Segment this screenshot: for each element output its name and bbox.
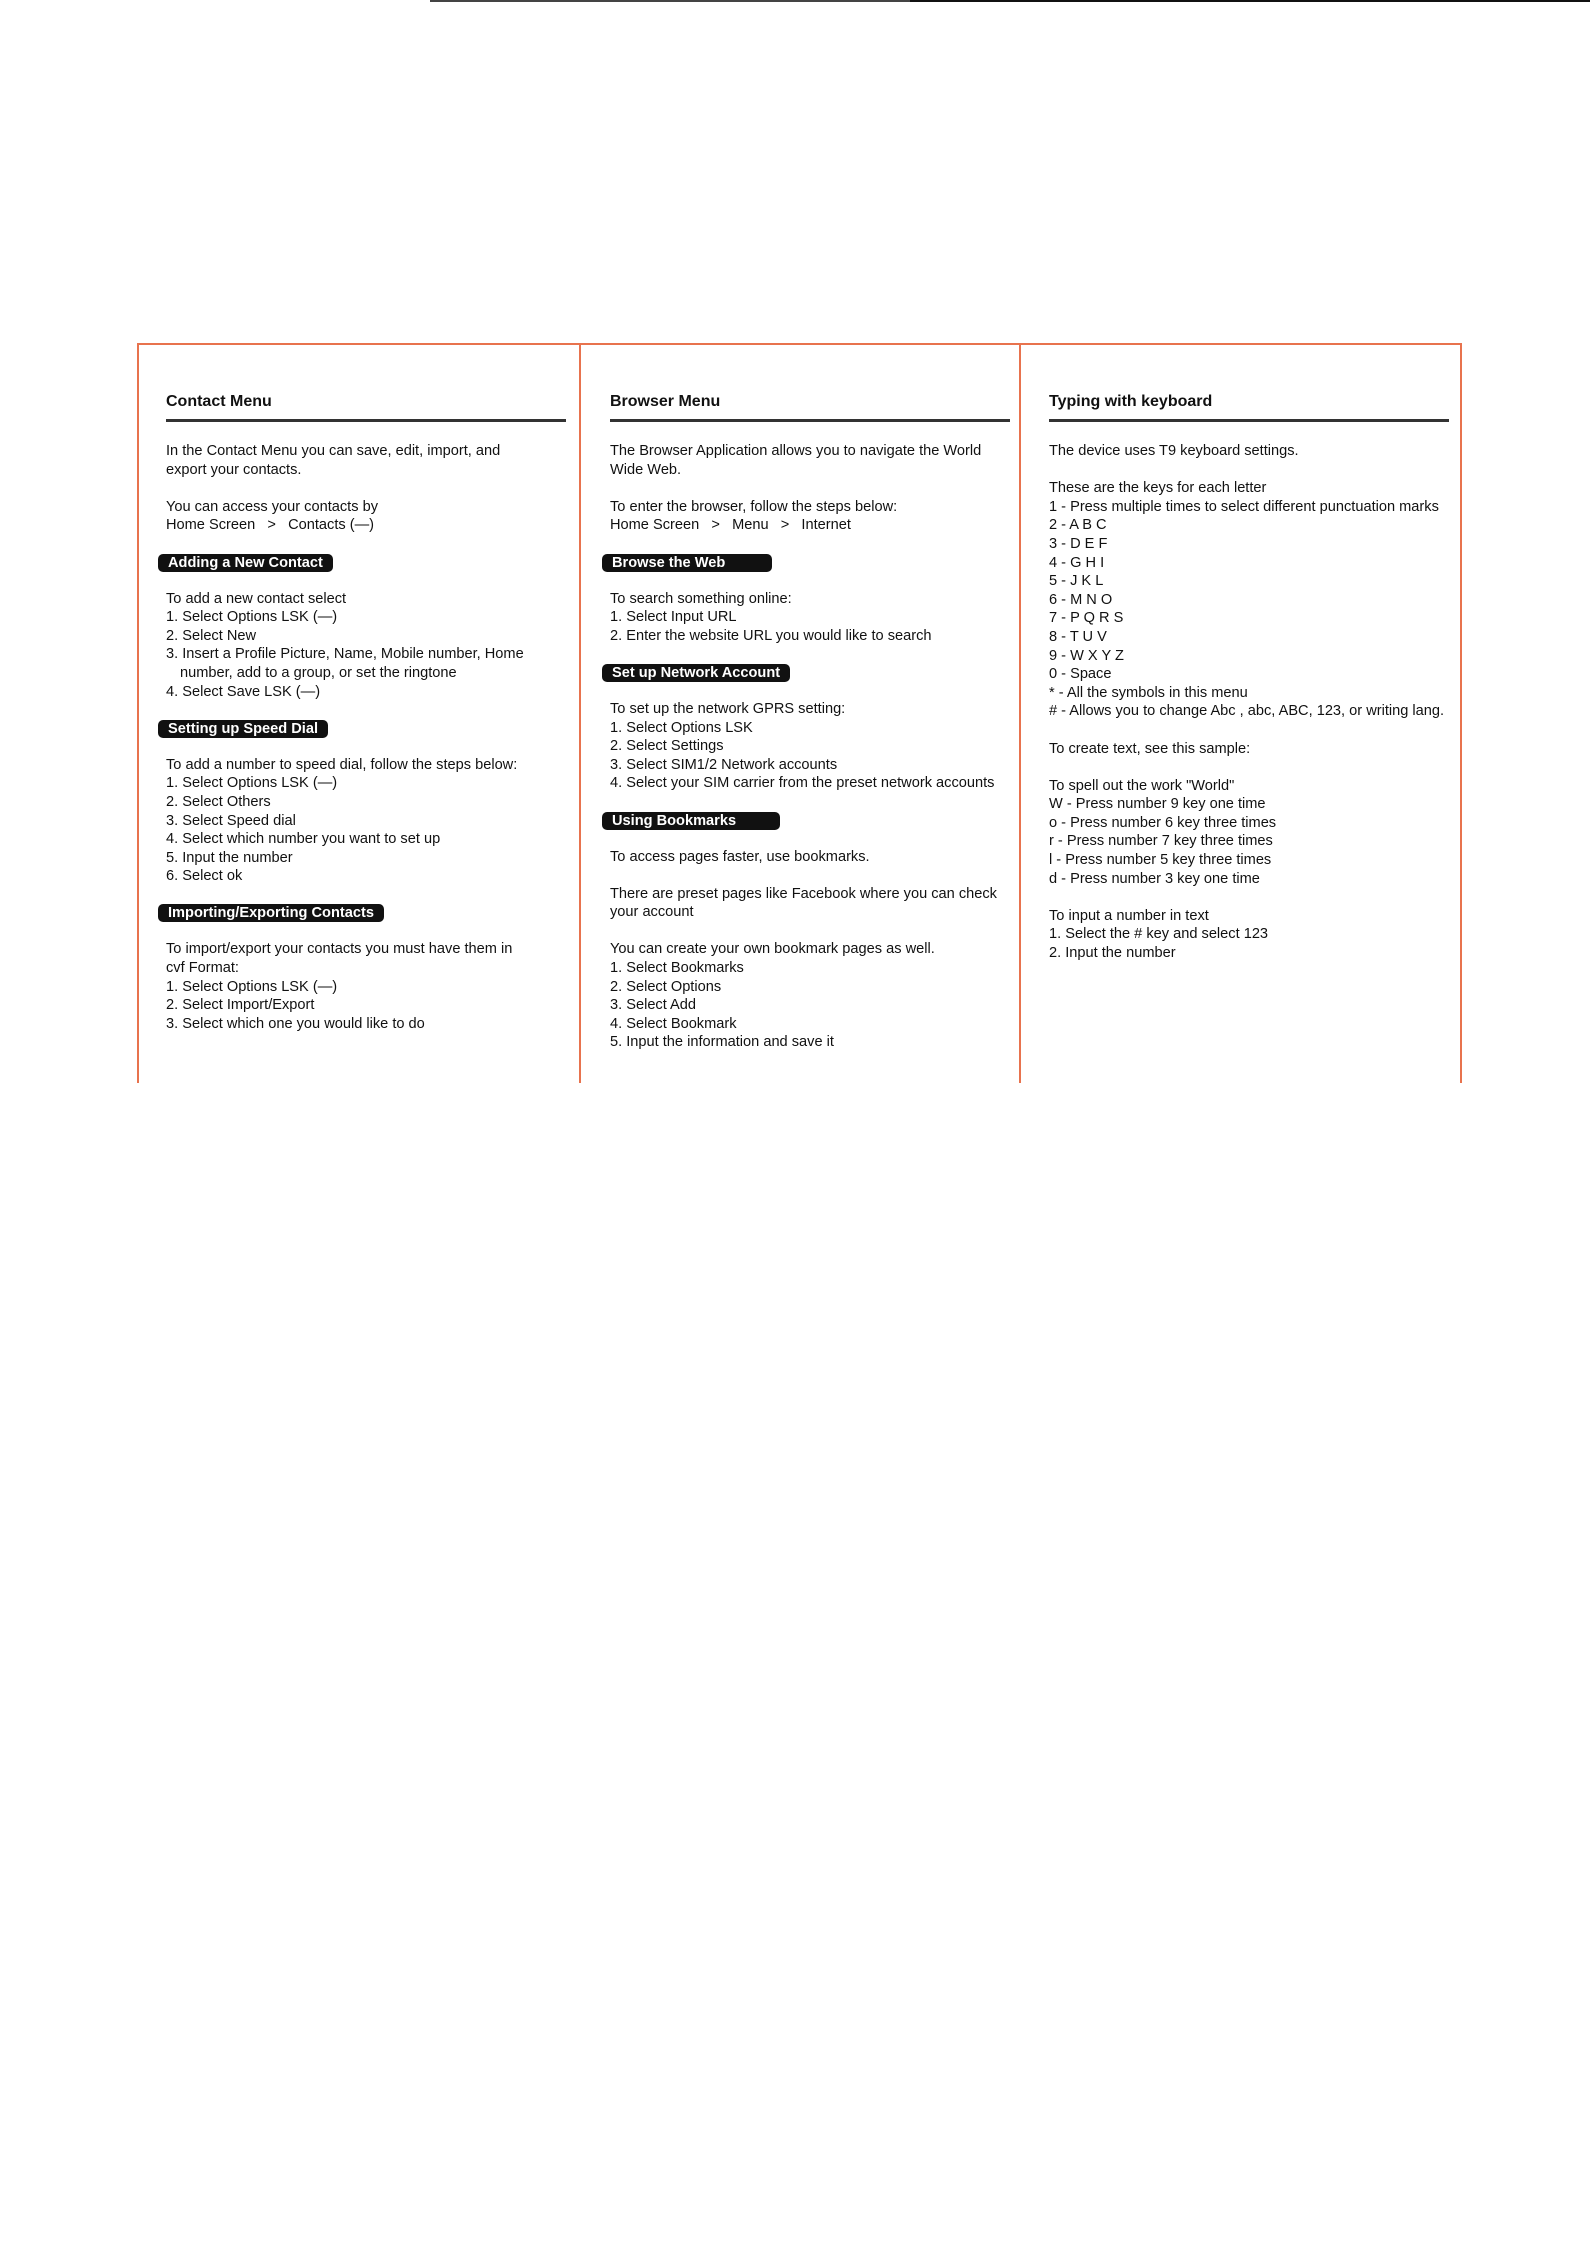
text-line: your account [610,904,694,921]
section-heading [166,904,566,940]
title-underline [610,419,1010,422]
text-line: d - Press number 3 key one time [1049,870,1260,887]
text-line: 1. Select Options LSK (—) [166,978,338,995]
text-line: In the Contact Menu you can save, edit, import, and [166,443,501,459]
spacer [1049,721,1449,740]
text-line: l - Press number 5 key three times [1049,852,1272,869]
text-line: export your contacts. [166,461,302,478]
section-heading-badge: Setting up Speed Dial [158,720,328,738]
text-line: These are the keys for each letter [1049,480,1267,497]
text-line: 2. Enter the website URL you would like to search [610,627,932,644]
section-heading-badge: Importing/Exporting Contacts [158,904,384,922]
text-line: You can create your own bookmark pages as well. [610,941,935,958]
section-heading [610,554,1010,590]
section-heading [166,720,566,756]
text-line: 1. Select Options LSK [610,719,753,736]
column-title: Browser Menu [610,393,721,410]
text-line: 6. Select ok [166,868,243,885]
title-underline [166,419,566,422]
contact-menu-column [166,391,566,1033]
text-line: 3. Select Add [610,997,697,1014]
text-line: 6 - M N O [1049,591,1113,608]
text-line: 2. Input the number [1049,945,1176,962]
spacer [610,479,1010,498]
text-line: 3. Select SIM1/2 Network accounts [610,756,838,773]
text-line: You can access your contacts by [166,498,379,515]
text-line: 1. Select Input URL [610,609,737,626]
text-line: 5 - J K L [1049,573,1104,590]
text-line: 4. Select your SIM carrier from the preset network accounts [610,775,995,792]
text-line: 2. Select Settings [610,738,724,755]
text-line: * - All the symbols in this menu [1049,684,1248,701]
text-line: 9 - W X Y Z [1049,647,1124,664]
section-heading [610,664,1010,700]
section-heading [166,554,566,590]
fold-line-1 [579,343,581,1083]
text-line: There are preset pages like Facebook where you can check [610,885,997,902]
text-line: 4. Select which number you want to set up [166,831,441,848]
column-title: Contact Menu [166,393,272,410]
fold-top-line [137,343,1462,345]
text-line: 8 - T U V [1049,628,1107,645]
spacer [166,479,566,498]
scan-edge-line [430,0,910,2]
spacer [1049,461,1449,480]
text-line: 5. Input the information and save it [610,1034,834,1051]
text-line: 4. Select Bookmark [610,1015,737,1032]
section-heading-badge: Set up Network Account [602,664,790,682]
text-line: To add a new contact select [166,590,347,607]
section-heading-badge: Using Bookmarks [602,812,780,830]
text-line: To spell out the work "World" [1049,777,1235,794]
text-line: 1 - Press multiple times to select different punctuation marks [1049,498,1439,515]
spacer [610,922,1010,941]
brochure-sheet [137,343,1462,1083]
text-line: # - Allows you to change Abc , abc, ABC, 123, or writing lang. [1049,703,1445,720]
text-line: 2. Select Options [610,978,722,995]
text-line: 1. Select Options LSK (—) [166,609,338,626]
column-title: Typing with keyboard [1049,393,1213,410]
text-line: 1. Select Options LSK (—) [166,775,338,792]
text-line: To import/export your contacts you must have them in [166,941,513,958]
section-heading [610,812,1010,848]
fold-line-right [1460,343,1462,1083]
text-line: 3 - D E F [1049,535,1108,552]
text-line: 3. Insert a Profile Picture, Name, Mobile number, Home [166,646,524,663]
section-heading-badge: Browse the Web [602,554,772,572]
text-line: Home Screen > Menu > Internet [610,517,851,534]
fold-line-left [137,343,139,1083]
text-line: 1. Select the # key and select 123 [1049,926,1269,943]
spacer [1049,758,1449,777]
text-line: 7 - P Q R S [1049,610,1124,627]
text-line: The device uses T9 keyboard settings. [1049,443,1299,459]
text-line: 3. Select which one you would like to do [166,1015,425,1032]
text-line: cvf Format: [166,960,239,977]
text-line: To search something online: [610,590,792,607]
text-line: r - Press number 7 key three times [1049,833,1273,850]
text-line: To add a number to speed dial, follow the steps below: [166,756,518,773]
text-line: 0 - Space [1049,666,1112,683]
text-line: To create text, see this sample: [1049,740,1251,757]
spacer [166,701,566,720]
spacer [166,886,566,905]
text-line: o - Press number 6 key three times [1049,814,1277,831]
spacer [610,793,1010,812]
text-line: 4 - G H I [1049,554,1105,571]
text-line: 4. Select Save LSK (—) [166,683,321,700]
text-line: 2 - A B C [1049,517,1107,534]
text-line: The Browser Application allows you to navigate the World [610,443,982,459]
text-line: To set up the network GPRS setting: [610,700,846,717]
section-heading-badge: Adding a New Contact [158,554,333,572]
text-line: 2. Select New [166,627,257,644]
spacer [610,535,1010,554]
text-line: Home Screen > Contacts (—) [166,517,375,534]
spacer [1049,888,1449,907]
text-line: 1. Select Bookmarks [610,960,744,977]
spacer [610,866,1010,885]
text-line: To enter the browser, follow the steps below: [610,498,898,515]
text-line: W - Press number 9 key one time [1049,796,1266,813]
text-line: 5. Input the number [166,849,293,866]
text-line: 2. Select Import/Export [166,997,315,1014]
scan-edge-line [910,0,1590,2]
browser-menu-column [610,391,1010,1052]
text-line: 2. Select Others [166,793,271,810]
fold-line-2 [1019,343,1021,1083]
text-line: Wide Web. [610,461,682,478]
text-line: To access pages faster, use bookmarks. [610,848,870,865]
text-line: To input a number in text [1049,907,1209,924]
spacer [166,535,566,554]
text-line: number, add to a group, or set the ringtone [180,664,457,681]
typing-keyboard-column [1049,391,1449,963]
title-underline [1049,419,1449,422]
text-line: 3. Select Speed dial [166,812,296,829]
spacer [610,645,1010,664]
